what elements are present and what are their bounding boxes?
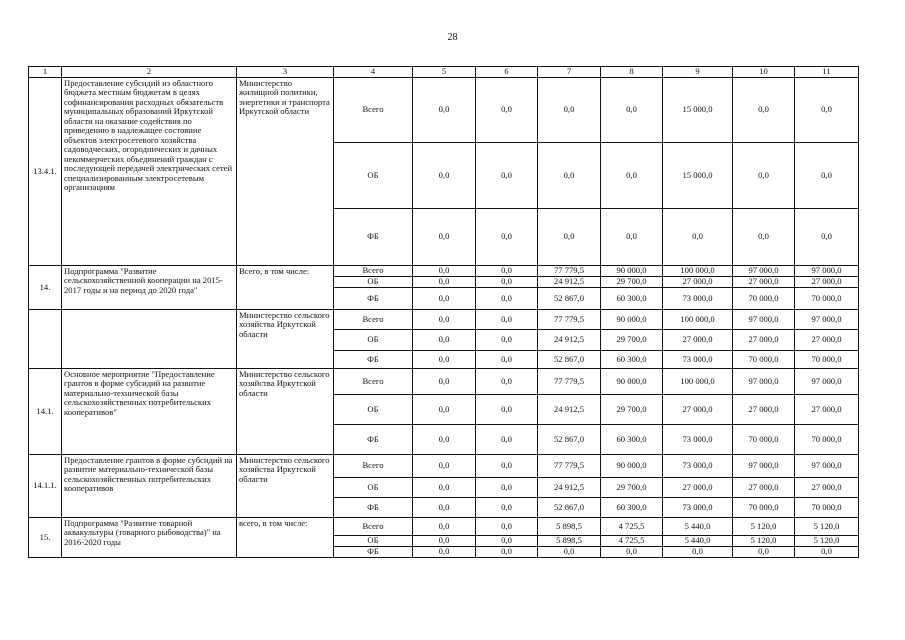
amount-cell: 70 000,0 [795, 288, 859, 310]
amount-cell: 0,0 [476, 369, 538, 395]
amount-cell: 52 867,0 [538, 425, 601, 455]
amount-cell: 73 000,0 [663, 498, 733, 518]
amount-cell: 0,0 [476, 351, 538, 369]
responsible-cell: Министерство сельского хозяйства Иркутской области [237, 455, 334, 518]
header-cell: 6 [476, 67, 538, 78]
amount-cell: 73 000,0 [663, 351, 733, 369]
amount-cell: 27 000,0 [733, 478, 795, 498]
amount-cell: 0,0 [538, 547, 601, 558]
item-name-cell: Предоставление грантов в форме субсидий на развитие материально-технической базы сельскохозяйственных потребительских кооперативов [62, 455, 237, 518]
amount-cell: 60 300,0 [601, 425, 663, 455]
funding-source-cell: ФБ [334, 288, 413, 310]
amount-cell: 5 898,5 [538, 518, 601, 536]
item-code-cell: 13.4.1. [29, 78, 62, 266]
amount-cell: 0,0 [413, 277, 476, 288]
amount-cell: 97 000,0 [795, 266, 859, 277]
amount-cell: 29 700,0 [601, 330, 663, 351]
header-cell: 1 [29, 67, 62, 78]
header-cell: 8 [601, 67, 663, 78]
amount-cell: 0,0 [795, 143, 859, 209]
amount-cell: 52 867,0 [538, 351, 601, 369]
responsible-cell: Министерство жилищной политики, энергетики и транспорта Иркутской области [237, 78, 334, 266]
item-name-cell: Основное мероприятие "Предоставление грантов в форме субсидий на развитие материально-технической базы сельскохозяйственных потребительских кооперативов" [62, 369, 237, 455]
table-row [29, 455, 859, 478]
amount-cell: 27 000,0 [663, 277, 733, 288]
budget-table [28, 66, 859, 558]
amount-cell: 70 000,0 [795, 351, 859, 369]
amount-cell: 0,0 [413, 369, 476, 395]
item-code-cell: 14. [29, 266, 62, 310]
amount-cell: 0,0 [476, 78, 538, 143]
amount-cell: 90 000,0 [601, 455, 663, 478]
amount-cell: 90 000,0 [601, 266, 663, 277]
header-row [29, 67, 859, 78]
amount-cell: 27 000,0 [795, 330, 859, 351]
amount-cell: 0,0 [476, 288, 538, 310]
amount-cell: 100 000,0 [663, 266, 733, 277]
amount-cell: 0,0 [733, 143, 795, 209]
table-row [29, 266, 859, 277]
funding-source-cell: ОБ [334, 478, 413, 498]
amount-cell: 97 000,0 [733, 266, 795, 277]
funding-source-cell: Всего [334, 518, 413, 536]
amount-cell: 5 440,0 [663, 518, 733, 536]
amount-cell: 0,0 [413, 310, 476, 330]
funding-source-cell: ФБ [334, 351, 413, 369]
header-cell: 11 [795, 67, 859, 78]
amount-cell: 5 440,0 [663, 536, 733, 547]
funding-source-cell: Всего [334, 455, 413, 478]
item-code-cell: 14.1. [29, 369, 62, 455]
amount-cell: 70 000,0 [795, 498, 859, 518]
amount-cell: 0,0 [538, 209, 601, 266]
amount-cell: 27 000,0 [795, 395, 859, 425]
amount-cell: 5 120,0 [733, 536, 795, 547]
amount-cell: 0,0 [476, 330, 538, 351]
amount-cell: 4 725,5 [601, 536, 663, 547]
amount-cell: 27 000,0 [733, 395, 795, 425]
amount-cell: 27 000,0 [733, 277, 795, 288]
amount-cell: 29 700,0 [601, 478, 663, 498]
amount-cell: 70 000,0 [733, 498, 795, 518]
amount-cell: 90 000,0 [601, 369, 663, 395]
funding-source-cell: ФБ [334, 547, 413, 558]
amount-cell: 5 120,0 [795, 536, 859, 547]
amount-cell: 0,0 [663, 209, 733, 266]
amount-cell: 5 120,0 [733, 518, 795, 536]
amount-cell: 0,0 [476, 143, 538, 209]
amount-cell: 100 000,0 [663, 369, 733, 395]
amount-cell: 0,0 [413, 330, 476, 351]
funding-source-cell: ОБ [334, 536, 413, 547]
amount-cell: 70 000,0 [733, 351, 795, 369]
amount-cell: 0,0 [733, 209, 795, 266]
amount-cell: 5 898,5 [538, 536, 601, 547]
amount-cell: 97 000,0 [733, 310, 795, 330]
table-row [29, 310, 859, 330]
funding-source-cell: ОБ [334, 395, 413, 425]
amount-cell: 97 000,0 [733, 369, 795, 395]
table-row [29, 78, 859, 143]
funding-source-cell: ОБ [334, 277, 413, 288]
header-cell: 9 [663, 67, 733, 78]
amount-cell: 0,0 [476, 455, 538, 478]
amount-cell: 0,0 [663, 547, 733, 558]
amount-cell: 29 700,0 [601, 277, 663, 288]
amount-cell: 77 779,5 [538, 310, 601, 330]
amount-cell: 77 779,5 [538, 455, 601, 478]
amount-cell: 27 000,0 [795, 478, 859, 498]
amount-cell: 0,0 [476, 310, 538, 330]
amount-cell: 52 867,0 [538, 498, 601, 518]
amount-cell: 0,0 [538, 143, 601, 209]
amount-cell: 27 000,0 [663, 330, 733, 351]
table-row [29, 518, 859, 536]
responsible-cell: всего, в том числе: [237, 518, 334, 558]
amount-cell: 0,0 [476, 425, 538, 455]
amount-cell: 60 300,0 [601, 351, 663, 369]
funding-source-cell: Всего [334, 266, 413, 277]
amount-cell: 97 000,0 [795, 310, 859, 330]
funding-source-cell: ФБ [334, 209, 413, 266]
funding-source-cell: Всего [334, 369, 413, 395]
funding-source-cell: Всего [334, 78, 413, 143]
responsible-cell: Министерство сельского хозяйства Иркутской области [237, 369, 334, 455]
amount-cell: 100 000,0 [663, 310, 733, 330]
amount-cell: 70 000,0 [795, 425, 859, 455]
amount-cell: 29 700,0 [601, 395, 663, 425]
amount-cell: 27 000,0 [663, 478, 733, 498]
item-code-cell [29, 310, 62, 369]
amount-cell: 0,0 [413, 498, 476, 518]
item-name-cell [62, 310, 237, 369]
amount-cell: 52 867,0 [538, 288, 601, 310]
amount-cell: 0,0 [733, 78, 795, 143]
amount-cell: 0,0 [476, 498, 538, 518]
amount-cell: 0,0 [601, 209, 663, 266]
amount-cell: 0,0 [413, 536, 476, 547]
amount-cell: 4 725,5 [601, 518, 663, 536]
amount-cell: 0,0 [476, 478, 538, 498]
header-cell: 4 [334, 67, 413, 78]
item-name-cell: Предоставление субсидий из областного бюджета местным бюджетам в целях софинансирования расходных обязательств муниципальных образований Иркутской области на оказание содействия по приведению в надлежащее состояние объектов электросетевого хозяйства садоводческих, огороднических и дачных некоммерческих объединений граждан с последующей передачей электрических сетей специализированным электросетевым организациям [62, 78, 237, 266]
amount-cell: 0,0 [413, 351, 476, 369]
header-cell: 5 [413, 67, 476, 78]
header-cell: 3 [237, 67, 334, 78]
amount-cell: 0,0 [476, 277, 538, 288]
amount-cell: 0,0 [413, 209, 476, 266]
item-code-cell: 14.1.1. [29, 455, 62, 518]
amount-cell: 24 912,5 [538, 330, 601, 351]
amount-cell: 0,0 [601, 143, 663, 209]
amount-cell: 0,0 [413, 266, 476, 277]
table-row [29, 369, 859, 395]
amount-cell: 0,0 [795, 209, 859, 266]
item-name-cell: Подпрограмма "Развитие товарной аквакультуры (товарного рыбоводства)" на 2016-2020 годы [62, 518, 237, 558]
item-name-cell: Подпрограмма "Развитие сельскохозяйственной кооперации на 2015-2017 годы и на период до 2020 года" [62, 266, 237, 310]
amount-cell: 0,0 [476, 209, 538, 266]
amount-cell: 90 000,0 [601, 310, 663, 330]
responsible-cell: Министерство сельского хозяйства Иркутской области [237, 310, 334, 369]
amount-cell: 60 300,0 [601, 288, 663, 310]
amount-cell: 97 000,0 [795, 369, 859, 395]
amount-cell: 24 912,5 [538, 395, 601, 425]
amount-cell: 27 000,0 [795, 277, 859, 288]
amount-cell: 0,0 [413, 455, 476, 478]
amount-cell: 0,0 [413, 547, 476, 558]
amount-cell: 0,0 [476, 266, 538, 277]
funding-source-cell: ФБ [334, 425, 413, 455]
amount-cell: 0,0 [413, 478, 476, 498]
amount-cell: 24 912,5 [538, 478, 601, 498]
funding-source-cell: Всего [334, 310, 413, 330]
funding-source-cell: ФБ [334, 498, 413, 518]
amount-cell: 60 300,0 [601, 498, 663, 518]
table-body [29, 67, 859, 558]
amount-cell: 27 000,0 [733, 330, 795, 351]
item-code-cell: 15. [29, 518, 62, 558]
amount-cell: 0,0 [476, 518, 538, 536]
funding-source-cell: ОБ [334, 143, 413, 209]
amount-cell: 24 912,5 [538, 277, 601, 288]
amount-cell: 0,0 [413, 288, 476, 310]
amount-cell: 73 000,0 [663, 288, 733, 310]
amount-cell: 0,0 [413, 425, 476, 455]
amount-cell: 77 779,5 [538, 266, 601, 277]
amount-cell: 0,0 [538, 78, 601, 143]
header-cell: 7 [538, 67, 601, 78]
amount-cell: 0,0 [413, 518, 476, 536]
amount-cell: 77 779,5 [538, 369, 601, 395]
amount-cell: 0,0 [413, 395, 476, 425]
amount-cell: 0,0 [476, 547, 538, 558]
header-cell: 10 [733, 67, 795, 78]
page-number: 28 [447, 32, 458, 43]
amount-cell: 73 000,0 [663, 455, 733, 478]
amount-cell: 0,0 [476, 395, 538, 425]
amount-cell: 0,0 [795, 78, 859, 143]
amount-cell: 0,0 [413, 143, 476, 209]
amount-cell: 70 000,0 [733, 425, 795, 455]
amount-cell: 97 000,0 [795, 455, 859, 478]
amount-cell: 73 000,0 [663, 425, 733, 455]
amount-cell: 0,0 [413, 78, 476, 143]
amount-cell: 0,0 [476, 536, 538, 547]
amount-cell: 70 000,0 [733, 288, 795, 310]
amount-cell: 15 000,0 [663, 143, 733, 209]
amount-cell: 0,0 [795, 547, 859, 558]
amount-cell: 0,0 [601, 78, 663, 143]
amount-cell: 15 000,0 [663, 78, 733, 143]
responsible-cell: Всего, в том числе: [237, 266, 334, 310]
amount-cell: 5 120,0 [795, 518, 859, 536]
header-cell: 2 [62, 67, 237, 78]
amount-cell: 97 000,0 [733, 455, 795, 478]
amount-cell: 0,0 [733, 547, 795, 558]
amount-cell: 0,0 [601, 547, 663, 558]
amount-cell: 27 000,0 [663, 395, 733, 425]
funding-source-cell: ОБ [334, 330, 413, 351]
